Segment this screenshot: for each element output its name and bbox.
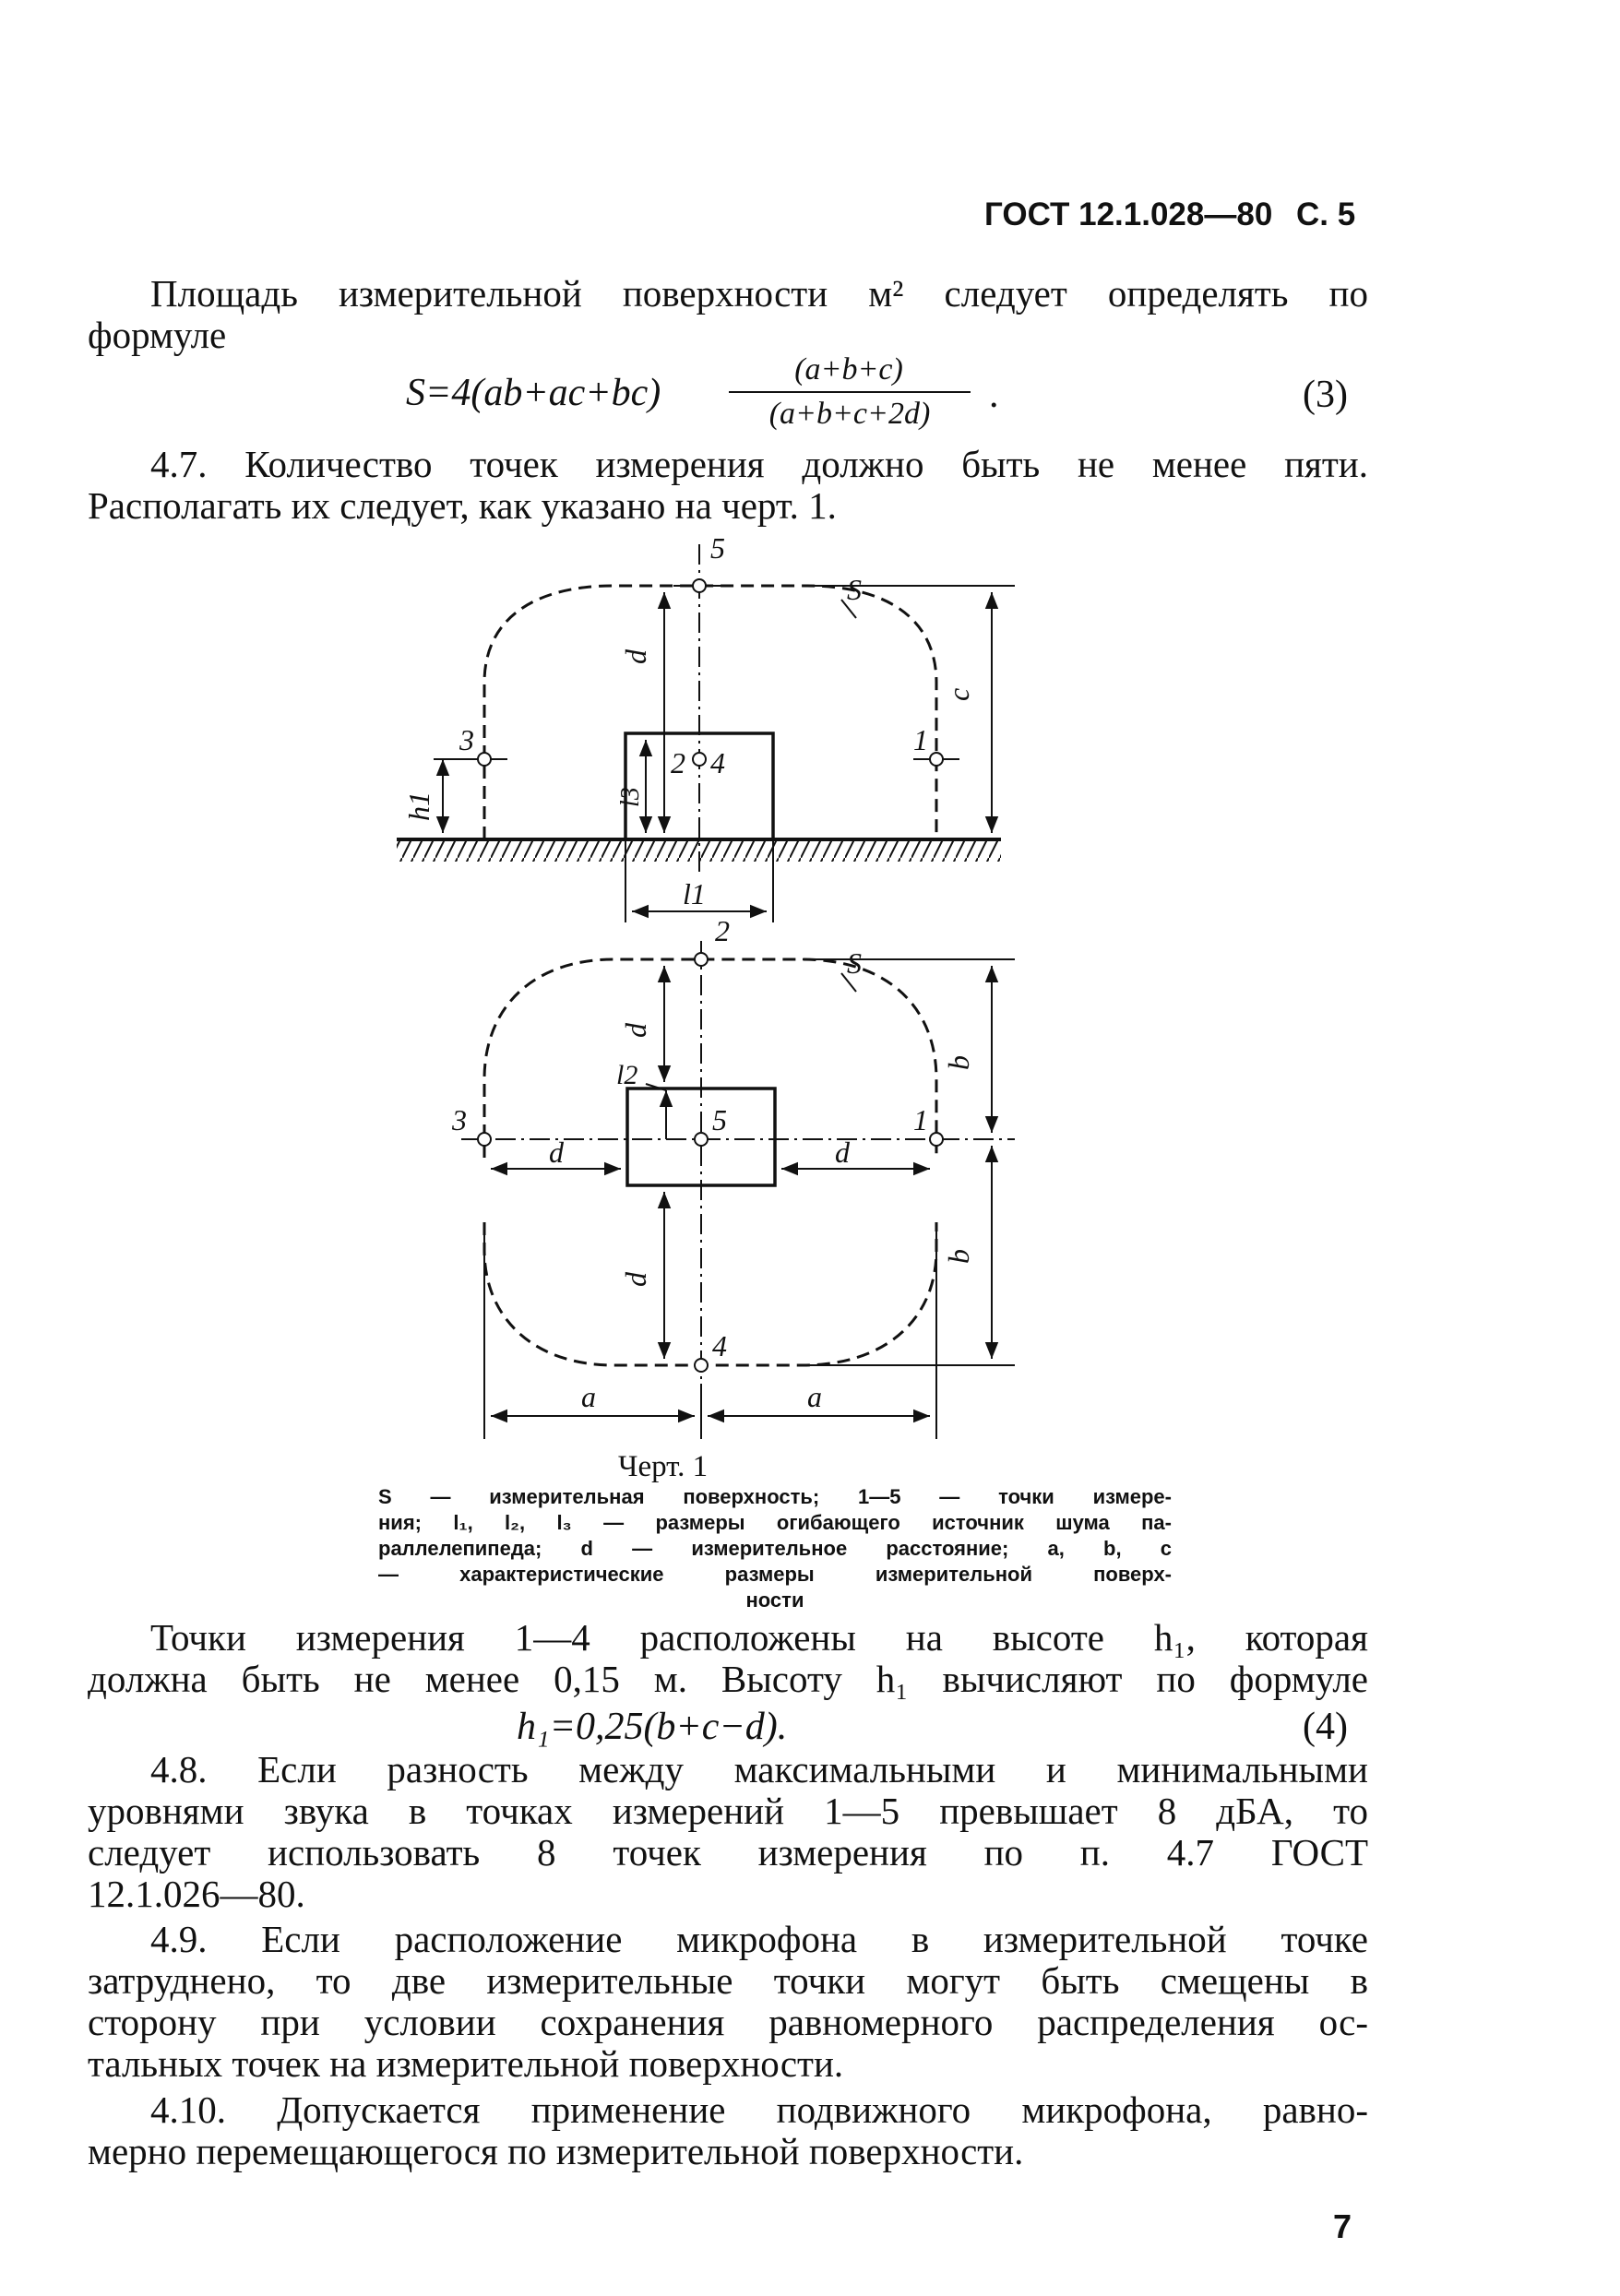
label-l1: l1	[683, 877, 706, 910]
label-point-1-elevation: 1	[913, 723, 928, 756]
para-4-8-line-4: 12.1.026—80.	[88, 1873, 305, 1915]
label-a-right: a	[807, 1380, 822, 1413]
formula-3-denominator: (a+b+c+2d)	[768, 397, 931, 431]
label-c-elevation: c	[942, 687, 975, 701]
label-point-4-plan: 4	[712, 1329, 727, 1362]
figure-caption-line-5: ности	[745, 1588, 804, 1612]
label-point-2-plan: 2	[715, 914, 730, 947]
formula-3-dot: .	[989, 374, 999, 416]
label-s-elevation: S	[847, 573, 862, 606]
label-point-5-plan: 5	[712, 1103, 727, 1136]
para-4-10-line-2: мерно перемещающегося по измерительной поверхности.	[88, 2130, 1024, 2172]
figure-title: Черт. 1	[618, 1450, 709, 1483]
measurement-points-plan	[478, 953, 943, 1372]
label-point-1-plan: 1	[913, 1103, 928, 1136]
para-4-8-line-1: 4.8. Если разность между максимальными и минимальными	[150, 1748, 1368, 1790]
label-s-plan: S	[847, 946, 862, 980]
fraction-bar	[729, 391, 971, 393]
label-h1: h1	[402, 791, 435, 821]
para-4-9-line-2: затруднено, то две измерительные точки могут быть смещены в	[88, 1959, 1368, 2002]
intro-line-2: формуле	[88, 314, 227, 356]
label-a-left: a	[581, 1380, 596, 1413]
doc-code: ГОСТ 12.1.028—80	[984, 196, 1273, 232]
figure-caption-line-4: — характеристические размеры измерительной поверх-	[378, 1563, 1172, 1586]
formula-3-lhs: S=4(ab+ac+bc)	[406, 372, 661, 414]
label-d-elevation: d	[619, 649, 652, 664]
label-point-3-plan: 3	[452, 1103, 467, 1136]
para-4-8-line-2: уровнями звука в точках измерений 1—5 превышает 8 дБА, то	[88, 1790, 1368, 1832]
para-4-7-line-2: Располагать их следует, как указано на черт. 1.	[88, 484, 837, 527]
intro-line-1: Площадь измерительной поверхности м² следует определять по	[150, 272, 1368, 315]
figure-caption-line-1: S — измерительная поверхность; 1—5 — точки измере-	[378, 1485, 1172, 1508]
points-line-2: должна быть не менее 0,15 м. Высоту h₁ вычисляют по формуле	[88, 1658, 1368, 1700]
formula-3-number: (3)	[1303, 374, 1348, 416]
formula-4: h₁=0,25(b+c−d).	[517, 1706, 788, 1748]
measurement-surface-plan-top	[484, 959, 936, 1158]
label-point-5-elevation: 5	[710, 531, 725, 565]
label-d-plan-left: d	[549, 1136, 564, 1169]
page-number: 7	[1333, 2207, 1352, 2245]
formula-4-number: (4)	[1303, 1706, 1348, 1748]
label-l3: l3	[616, 787, 645, 807]
label-point-2-elevation: 2	[671, 746, 685, 779]
measurement-surface-plan-bottom	[484, 1222, 936, 1365]
para-4-9-line-3: сторону при условии сохранения равномерного распределения ос-	[88, 2001, 1368, 2043]
figure-1-drawing	[369, 526, 1033, 1448]
label-l2: l2	[616, 1060, 638, 1090]
label-d-plan-right: d	[835, 1136, 850, 1169]
para-4-7-line-1: 4.7. Количество точек измерения должно быть не менее пяти.	[150, 443, 1368, 485]
figure-caption-line-3: раллелепипеда; d — измерительное расстояние; a, b, c	[378, 1537, 1172, 1560]
para-4-8-line-3: следует использовать 8 точек измерения по п. 4.7 ГОСТ	[88, 1831, 1368, 1874]
formula-3-numerator: (a+b+c)	[794, 352, 903, 387]
measurement-points-elevation	[461, 579, 959, 766]
label-d-plan-bottom: d	[619, 1272, 652, 1287]
points-line-1: Точки измерения 1—4 расположены на высоте h₁, которая	[150, 1616, 1368, 1659]
label-b-plan-bottom: b	[942, 1249, 975, 1264]
label-point-4-elevation: 4	[710, 746, 725, 779]
plan-view	[451, 914, 1015, 1439]
label-b-plan-top: b	[942, 1055, 975, 1070]
para-4-9-line-1: 4.9. Если расположение микрофона в измерительной точке	[150, 1918, 1368, 1960]
page-label: С. 5	[1296, 196, 1356, 232]
figure-caption-line-2: ния; l₁, l₂, l₃ — размеры огибающего источник шума па-	[378, 1511, 1172, 1534]
label-d-plan-top: d	[619, 1023, 652, 1038]
measurement-surface-elevation	[484, 586, 936, 839]
label-point-3-elevation: 3	[459, 723, 474, 756]
para-4-10-line-1: 4.10. Допускается применение подвижного микрофона, равно-	[150, 2088, 1368, 2131]
para-4-9-line-4: тальных точек на измерительной поверхности.	[88, 2042, 844, 2085]
elevation-view	[397, 531, 1015, 922]
